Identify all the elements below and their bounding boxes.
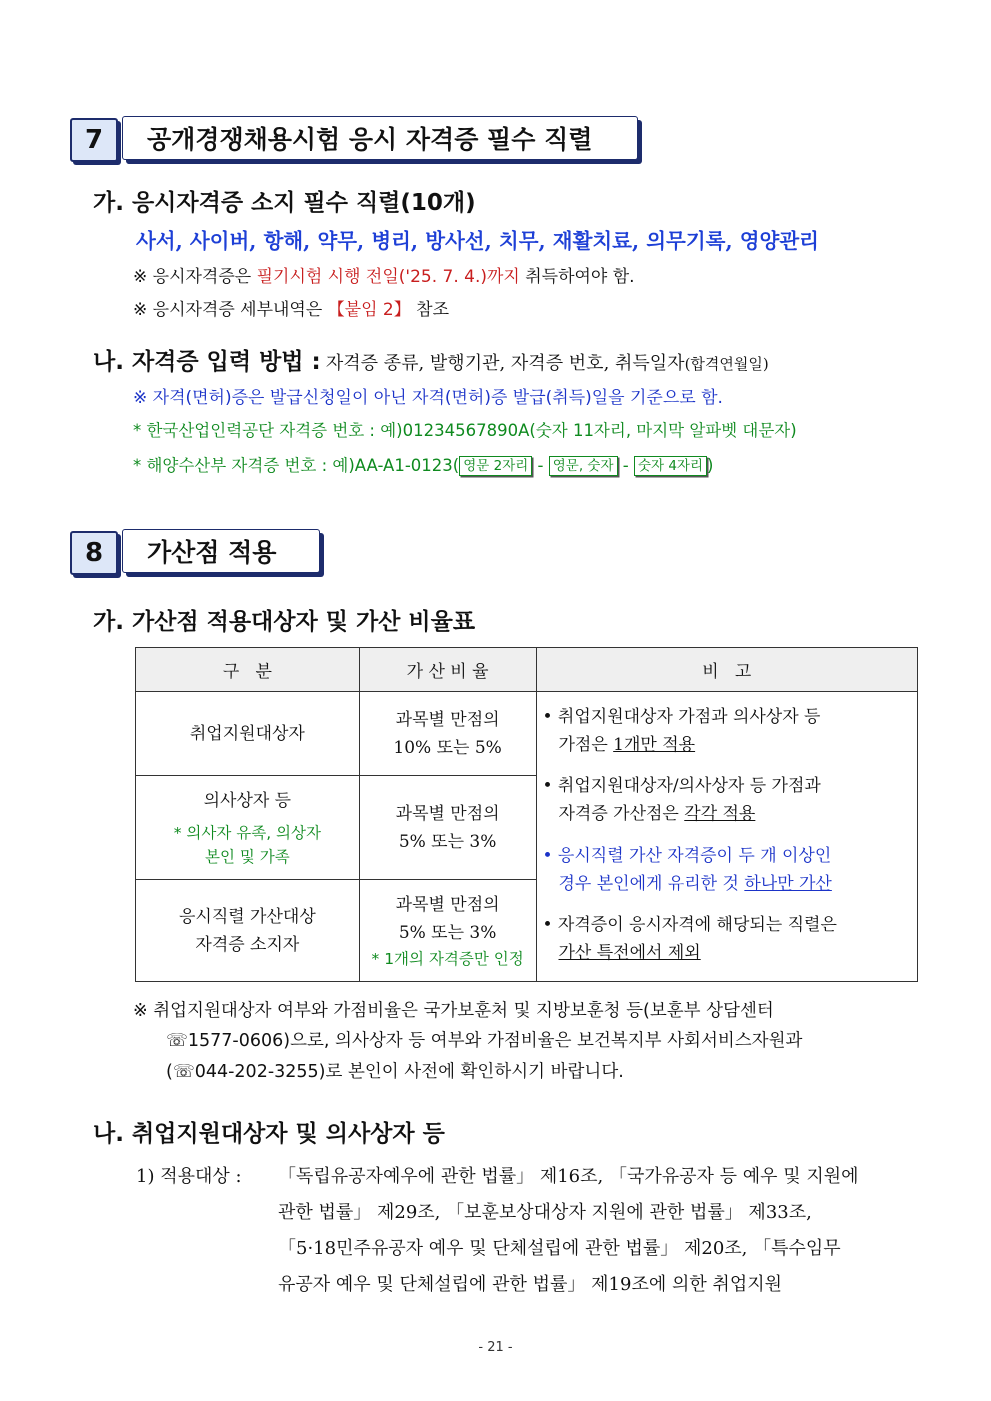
hrdk-license-number-note: * 한국산업인력공단 자격증 번호 : 예)01234567890A(숫자 11자리, 마지막 알파벳 대문자) (133, 421, 797, 440)
exam-deadline-note: ※ 응시자격증은 필기시험 시행 전일('25. 7. 4.)까지 취득하여야 함. (133, 267, 635, 287)
category-cell: 의사상자 등 * 의사자 유족, 의상자 본인 및 가족 (136, 776, 360, 880)
header-rate: 가 산 비 율 (359, 648, 536, 692)
license-date-note: ※ 자격(면허)증은 발급신청일이 아닌 자격(면허)증 발급(취득)일을 기준으로 함. (133, 388, 723, 408)
remark-2: • 취업지원대상자/의사상자 등 가점과 자격증 가산점은 각각 적용 (542, 776, 821, 824)
format-box-digits: 숫자 4자리 (634, 456, 707, 476)
table-header-row (136, 648, 918, 692)
section-8b-heading: 나. 취업지원대상자 및 의사상자 등 (93, 1121, 445, 1147)
rate-cell: 과목별 만점의 5% 또는 3% (359, 776, 536, 880)
law-line-3: 「5·18민주유공자 예우 및 단체설립에 관한 법률」 제20조, 「특수임무 (278, 1238, 841, 1259)
table-row (136, 692, 918, 776)
item-label: 1) 적용대상 : (136, 1166, 242, 1187)
header-remarks: 비 고 (536, 648, 918, 692)
law-line-2: 관한 법률」 제29조, 「보훈보상대상자 지원에 관한 법률」 제33조, (278, 1202, 812, 1223)
format-box-alnum: 영문, 숫자 (549, 456, 618, 476)
law-line-4: 유공자 예우 및 단체설립에 관한 법률」 제19조에 의한 취업지원 (278, 1274, 782, 1295)
rate-cell: 과목별 만점의 5% 또는 3% * 1개의 자격증만 인정 (359, 880, 536, 982)
law-line-1: 「독립유공자예우에 관한 법률」 제16조, 「국가유공자 등 예우 및 지원에 (278, 1166, 859, 1187)
section-7b-heading: 나. 자격증 입력 방법 : 자격증 종류, 발행기관, 자격증 번호, 취득일자(합격연월일) (93, 349, 769, 375)
section-8a-heading: 가. 가산점 적용대상자 및 가산 비율표 (93, 609, 476, 635)
category-cell: 취업지원대상자 (136, 692, 360, 776)
remark-4: • 자격증이 응시자격에 해당되는 직렬은 가산 특전에서 제외 (542, 915, 837, 963)
section-7-title: 공개경쟁채용시험 응시 자격증 필수 직렬 (122, 116, 638, 160)
section-7-number: 7 (70, 118, 118, 162)
required-jobs-list: 사서, 사이버, 항해, 약무, 병리, 방사선, 치무, 재활치료, 의무기록, 영양관리 (136, 229, 819, 253)
format-box-letters: 영문 2자리 (459, 456, 532, 476)
notice-line-3: (☏044-202-3255)로 본인이 사전에 확인하시기 바랍니다. (166, 1062, 624, 1082)
page-number: - 21 - (478, 1340, 513, 1355)
section-8-title: 가산점 적용 (122, 529, 320, 573)
remark-3: • 응시직렬 가산 자격증이 두 개 이상인 경우 본인에게 유리한 것 하나만 가산 (542, 846, 832, 894)
remarks-cell (536, 692, 918, 982)
attachment-reference-note: ※ 응시자격증 세부내역은 【붙임 2】 참조 (133, 300, 450, 320)
notice-line-2: ☏1577-0606)으로, 의사상자 등 여부와 가점비율은 보건복지부 사회서비스자원과 (166, 1031, 803, 1051)
rate-cell: 과목별 만점의 10% 또는 5% (359, 692, 536, 776)
bonus-points-table (135, 647, 918, 982)
section-8-number: 8 (70, 531, 118, 575)
category-cell: 응시직렬 가산대상 자격증 소지자 (136, 880, 360, 982)
notice-line-1: ※ 취업지원대상자 여부와 가점비율은 국가보훈처 및 지방보훈청 등(보훈부 상담센터 (133, 1001, 774, 1021)
remark-1: • 취업지원대상자 가점과 의사상자 등 가점은 1개만 적용 (542, 707, 821, 755)
section-7a-heading: 가. 응시자격증 소지 필수 직렬(10개) (93, 190, 476, 216)
header-category: 구 분 (136, 648, 360, 692)
mof-license-number-note: * 해양수산부 자격증 번호 : 예)AA-A1-0123( 영문 2자리 - 영문, 숫자 - 숫자 4자리 ) (133, 456, 714, 475)
